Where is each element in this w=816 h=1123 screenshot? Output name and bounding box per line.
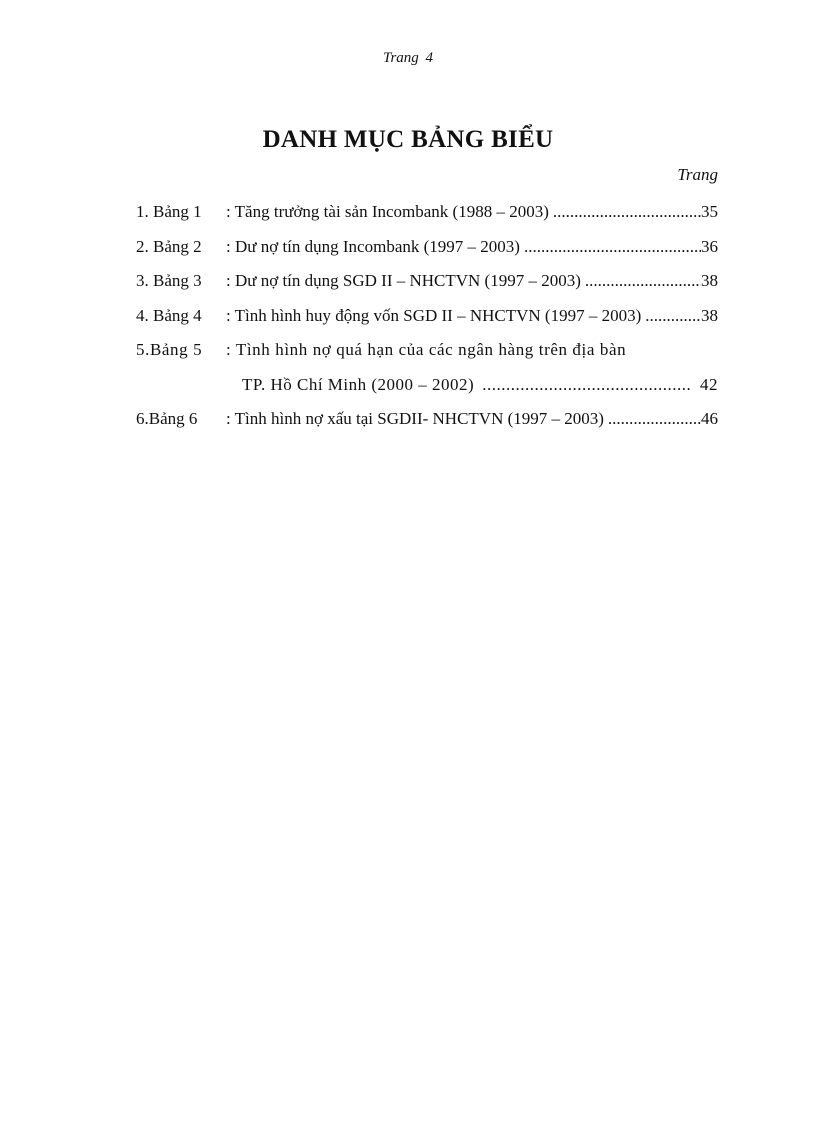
- list-item: [136, 196, 718, 231]
- entry-page: 36: [701, 236, 718, 256]
- page-title: DANH MỤC BẢNG BIỂU: [262, 126, 554, 153]
- entry-page: 42: [700, 374, 718, 394]
- entry-label: 6.Bảng 6: [136, 409, 198, 428]
- page-column-label: Trang: [677, 165, 718, 184]
- dot-leader: [585, 271, 701, 291]
- dot-leader: [608, 409, 701, 429]
- entry-label: 1. Bảng 1: [136, 202, 202, 221]
- entry-title: : Tình hình nợ quá hạn của các ngân hàng trên địa bàn: [226, 340, 627, 359]
- entry-title: : Dư nợ tín dụng Incombank (1997 – 2003): [226, 236, 520, 256]
- entry-label: 5.Bảng 5: [136, 340, 203, 359]
- entry-title: : Tình hình nợ xấu tại SGDII- NHCTVN (1997 – 2003): [226, 409, 604, 428]
- list-item: [136, 231, 718, 266]
- list-item: [136, 403, 718, 438]
- entry-title: : Tình hình huy động vốn SGD II – NHCTVN (1997 – 2003): [226, 305, 642, 325]
- entry-title: : Tăng trưởng tài sản Incombank (1988 – 2003): [226, 202, 549, 221]
- list-item: [136, 334, 718, 369]
- list-item-continuation: [136, 369, 718, 404]
- dot-leader: [645, 306, 701, 326]
- dot-leader: [553, 202, 701, 222]
- dot-leader: [482, 375, 692, 395]
- entry-title-continuation: TP. Hồ Chí Minh (2000 – 2002): [242, 374, 475, 394]
- list-item: [136, 265, 718, 300]
- entry-title: : Dư nợ tín dụng SGD II – NHCTVN (1997 – 2003): [226, 271, 581, 290]
- entry-page: 38: [701, 305, 718, 325]
- entry-label: 4. Bảng 4: [136, 305, 202, 325]
- dot-leader: [524, 237, 701, 257]
- entry-label: 3. Bảng 3: [136, 271, 202, 290]
- list-item: [136, 300, 718, 335]
- entry-page: 38: [701, 271, 718, 290]
- entry-label: 2. Bảng 2: [136, 236, 202, 256]
- table-list: [136, 196, 718, 438]
- entry-page: 35: [701, 202, 718, 221]
- page-number: Trang 4: [382, 50, 434, 66]
- entry-page: 46: [701, 409, 718, 428]
